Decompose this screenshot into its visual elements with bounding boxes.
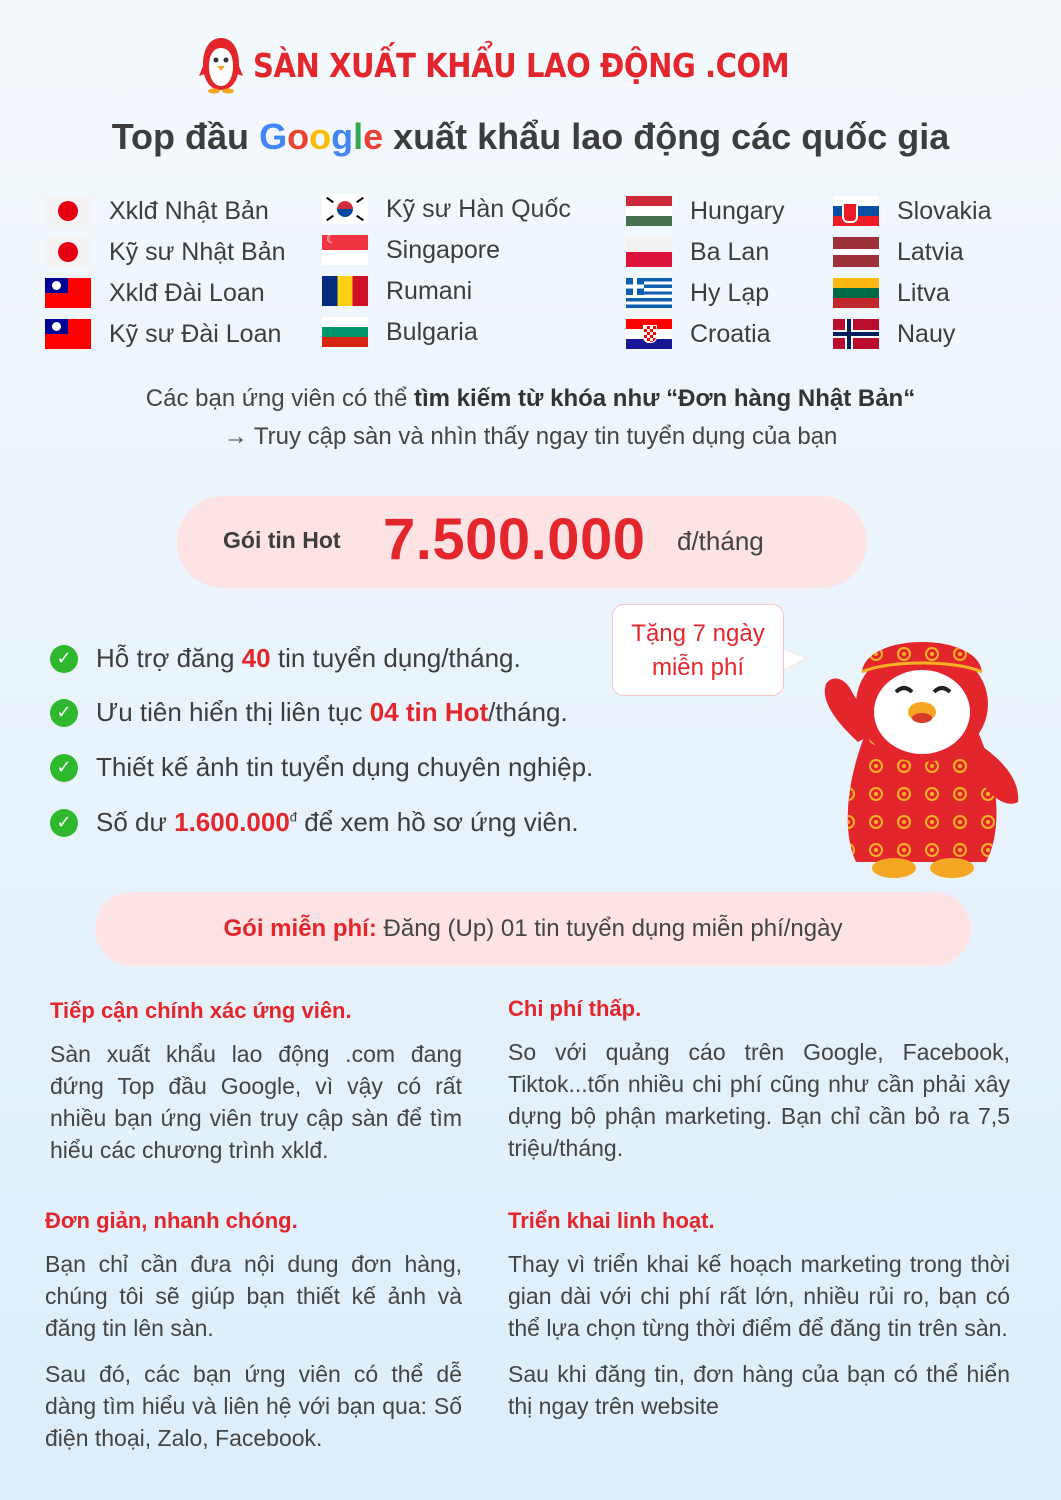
check-icon: ✓ (50, 699, 78, 727)
check-icon: ✓ (50, 809, 78, 837)
headline-suffix: xuất khẩu lao động các quốc gia (393, 116, 950, 157)
country-item[interactable] (322, 276, 472, 306)
country-item[interactable] (833, 237, 964, 267)
japan-flag-icon (45, 196, 91, 226)
feature-body: Bạn chỉ cần đưa nội dung đơn hàng, chúng tôi sẽ giúp bạn thiết kế ảnh và đăng tin lên sàn. (45, 1251, 462, 1341)
benefit-item: ✓ Thiết kế ảnh tin tuyển dụng chuyên nghiệp. (50, 752, 593, 783)
penguin-mascot-icon (806, 612, 1036, 892)
country-label: Latvia (897, 237, 964, 266)
country-item[interactable] (45, 319, 281, 349)
free-plan-label: Gói miễn phí: (223, 915, 377, 942)
country-label: Xklđ Đài Loan (109, 278, 265, 307)
hungary-flag-icon (626, 196, 672, 226)
country-item[interactable] (833, 278, 950, 308)
search-keyword: tìm kiếm từ khóa như “Đơn hàng Nhật Bản“ (414, 385, 916, 412)
benefit-item: ✓ Số dư $1.600.000^đ$ để xem hồ sơ ứng viên. (50, 807, 579, 838)
feature-body: Thay vì triển khai kế hoạch marketing trong thời gian dài với chi phí rất lớn, nhiều rủi ro, bạn có thể lựa chọn từng thời điểm để đăng tin trên sàn. (508, 1251, 1010, 1341)
feature-title: Triển khai linh hoạt. (508, 1208, 715, 1233)
country-label: Litva (897, 278, 950, 307)
country-item[interactable] (626, 196, 785, 226)
check-icon: ✓ (50, 754, 78, 782)
benefit-item: ✓ Ưu tiên hiển thị liên tục 04 tin Hot/tháng. (50, 697, 568, 728)
taiwan-flag-icon (45, 278, 91, 308)
feature-body: Sau khi đăng tin, đơn hàng của bạn có thể hiển thị ngay trên website (508, 1361, 1010, 1419)
country-item[interactable] (626, 319, 771, 349)
country-label: Kỹ sư Hàn Quốc (386, 194, 571, 223)
headline-prefix: Top đầu (111, 116, 250, 157)
country-label: Slovakia (897, 196, 992, 225)
latvia-flag-icon (833, 237, 879, 267)
hot-package-price[interactable] (177, 496, 867, 588)
norway-flag-icon (833, 319, 879, 349)
korea-flag-icon (322, 194, 368, 224)
free-package[interactable] (95, 892, 971, 966)
country-label: Singapore (386, 235, 500, 264)
feature-title: Chi phí thấp. (508, 996, 642, 1021)
country-label: Kỹ sư Đài Loan (109, 319, 282, 348)
country-label: Kỹ sư Nhật Bản (109, 237, 286, 266)
feature-block (50, 998, 462, 1166)
country-label: Rumani (386, 276, 473, 305)
country-item[interactable] (322, 235, 500, 265)
japan-flag-icon (45, 237, 91, 267)
lithuania-flag-icon (833, 278, 879, 308)
feature-block (508, 996, 1010, 1164)
country-label: Bulgaria (386, 317, 478, 346)
country-item[interactable] (626, 278, 769, 308)
feature-block (45, 1208, 462, 1454)
slovakia-flag-icon (833, 196, 879, 226)
poland-flag-icon (626, 237, 672, 267)
country-item[interactable] (45, 196, 269, 226)
free-plan-text: Đăng (Up) 01 tin tuyển dụng miễn phí/ngày (383, 915, 843, 942)
romania-flag-icon (322, 276, 368, 306)
country-item[interactable] (833, 196, 992, 226)
feature-title: Tiếp cận chính xác ứng viên. (50, 998, 352, 1023)
google-wordmark: Google (259, 116, 384, 157)
taiwan-flag-icon (45, 319, 91, 349)
singapore-flag-icon (322, 235, 368, 265)
page-headline (0, 116, 1061, 158)
feature-body: So với quảng cáo trên Google, Facebook, Tiktok...tốn nhiều chi phí cũng như cần phải xây dựng bộ phận marketing. Bạn chỉ cần bỏ ra 7,5 triệu/tháng. (508, 1039, 1010, 1161)
gift-speech-bubble: Tặng 7 ngày miễn phí (612, 604, 784, 696)
country-item[interactable] (626, 237, 769, 267)
feature-title: Đơn giản, nhanh chóng. (45, 1208, 298, 1233)
country-label: Xklđ Nhật Bản (109, 196, 269, 225)
country-item[interactable] (45, 278, 265, 308)
check-icon: ✓ (50, 645, 78, 673)
country-label: Croatia (690, 319, 771, 348)
search-note: Các bạn ứng viên có thể tìm kiếm từ khóa như “Đơn hàng Nhật Bản“ → Truy cập sàn và nhìn thấy ngay tin tuyển dụng của bạn (145, 385, 916, 450)
price-unit: đ/tháng (677, 526, 764, 556)
brand-logo[interactable] (0, 36, 1061, 94)
price-value: 7.500.000 (383, 507, 646, 572)
country-item[interactable] (45, 237, 286, 267)
greece-flag-icon (626, 278, 672, 308)
penguin-logo-icon (199, 36, 243, 94)
price-label: Gói tin Hot (223, 527, 341, 553)
benefit-item: ✓ Hỗ trợ đăng 40 tin tuyển dụng/tháng. (50, 643, 521, 674)
feature-body: Sau đó, các bạn ứng viên có thể dễ dàng tìm hiểu và liên hệ với bạn qua: Số điện thoại, Zalo, Facebook. (45, 1361, 462, 1451)
country-label: Ba Lan (690, 237, 770, 266)
croatia-flag-icon (626, 319, 672, 349)
country-label: Hy Lạp (690, 278, 770, 307)
brand-name: SÀN XUẤT KHẨU LAO ĐỘNG .COM (252, 45, 790, 85)
country-item[interactable] (322, 317, 478, 347)
country-item[interactable] (833, 319, 955, 349)
country-label: Nauy (897, 319, 956, 348)
feature-body: Sàn xuất khẩu lao động .com đang đứng Top đầu Google, vì vậy có rất nhiều bạn ứng viên truy cập sàn để tìm hiểu các chương trình xklđ. (50, 1041, 462, 1163)
bulgaria-flag-icon (322, 317, 368, 347)
country-item[interactable] (322, 194, 571, 224)
feature-block (508, 1208, 1010, 1422)
country-label: Hungary (690, 196, 785, 225)
